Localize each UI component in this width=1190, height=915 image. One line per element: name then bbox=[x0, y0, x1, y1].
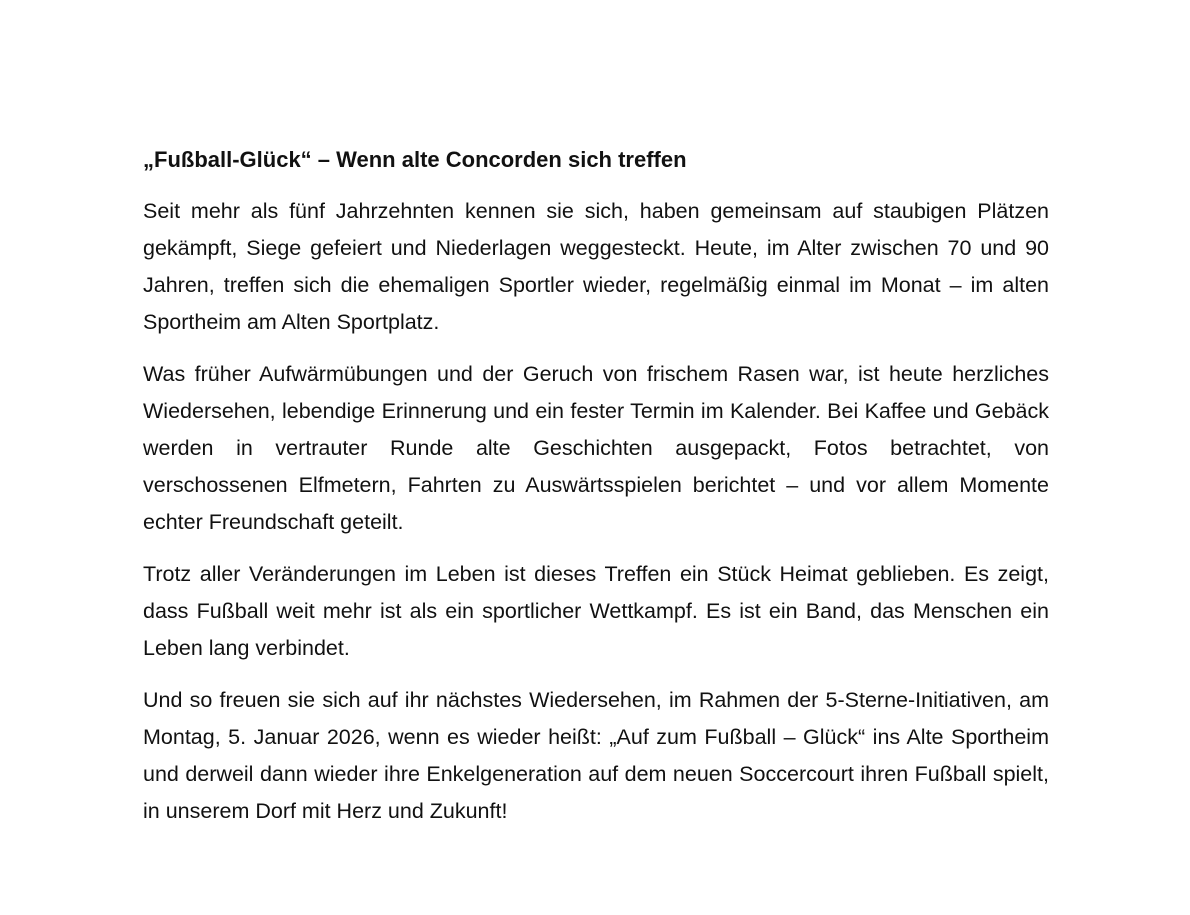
document-title: „Fußball-Glück“ – Wenn alte Concorden sich treffen bbox=[143, 147, 687, 172]
paragraph-2: Was früher Aufwärmübungen und der Geruch von frischem Rasen war, ist heute herzliches Wiedersehen, lebendige Erinnerung und ein fester Termin im Kalender. Bei Kaffee und Gebäck werden in vertrauter Runde alte Geschichten ausgepackt, Fotos betrachtet, von verschossenen Elfmetern, Fahrten zu Auswärtsspielen berichtet – und vor allem Momente echter Freundschaft geteilt. bbox=[143, 362, 1049, 534]
paragraph-4: Und so freuen sie sich auf ihr nächstes Wiedersehen, im Rahmen der 5-Sterne-Initiativen, am Montag, 5. Januar 2026, wenn es wieder heißt: „Auf zum Fußball – Glück“ ins Alte Sportheim und derweil dann wieder ihre Enkelgeneration auf dem neuen Soccercourt ihren Fußball spielt, in unserem Dorf mit Herz und Zukunft! bbox=[143, 688, 1049, 823]
paragraph-1: Seit mehr als fünf Jahrzehnten kennen sie sich, haben gemeinsam auf staubigen Plätzen gekämpft, Siege gefeiert und Niederlagen weggesteckt. Heute, im Alter zwischen 70 und 90 Jahren, treffen sich die ehemaligen Sportler wieder, regelmäßig einmal im Monat – im alten Sportheim am Alten Sportplatz. bbox=[143, 199, 1049, 334]
document-page bbox=[143, 141, 1049, 845]
paragraph-3: Trotz aller Veränderungen im Leben ist dieses Treffen ein Stück Heimat geblieben. Es zeigt, dass Fußball weit mehr ist als ein sportlicher Wettkampf. Es ist ein Band, das Menschen ein Leben lang verbindet. bbox=[143, 562, 1049, 660]
